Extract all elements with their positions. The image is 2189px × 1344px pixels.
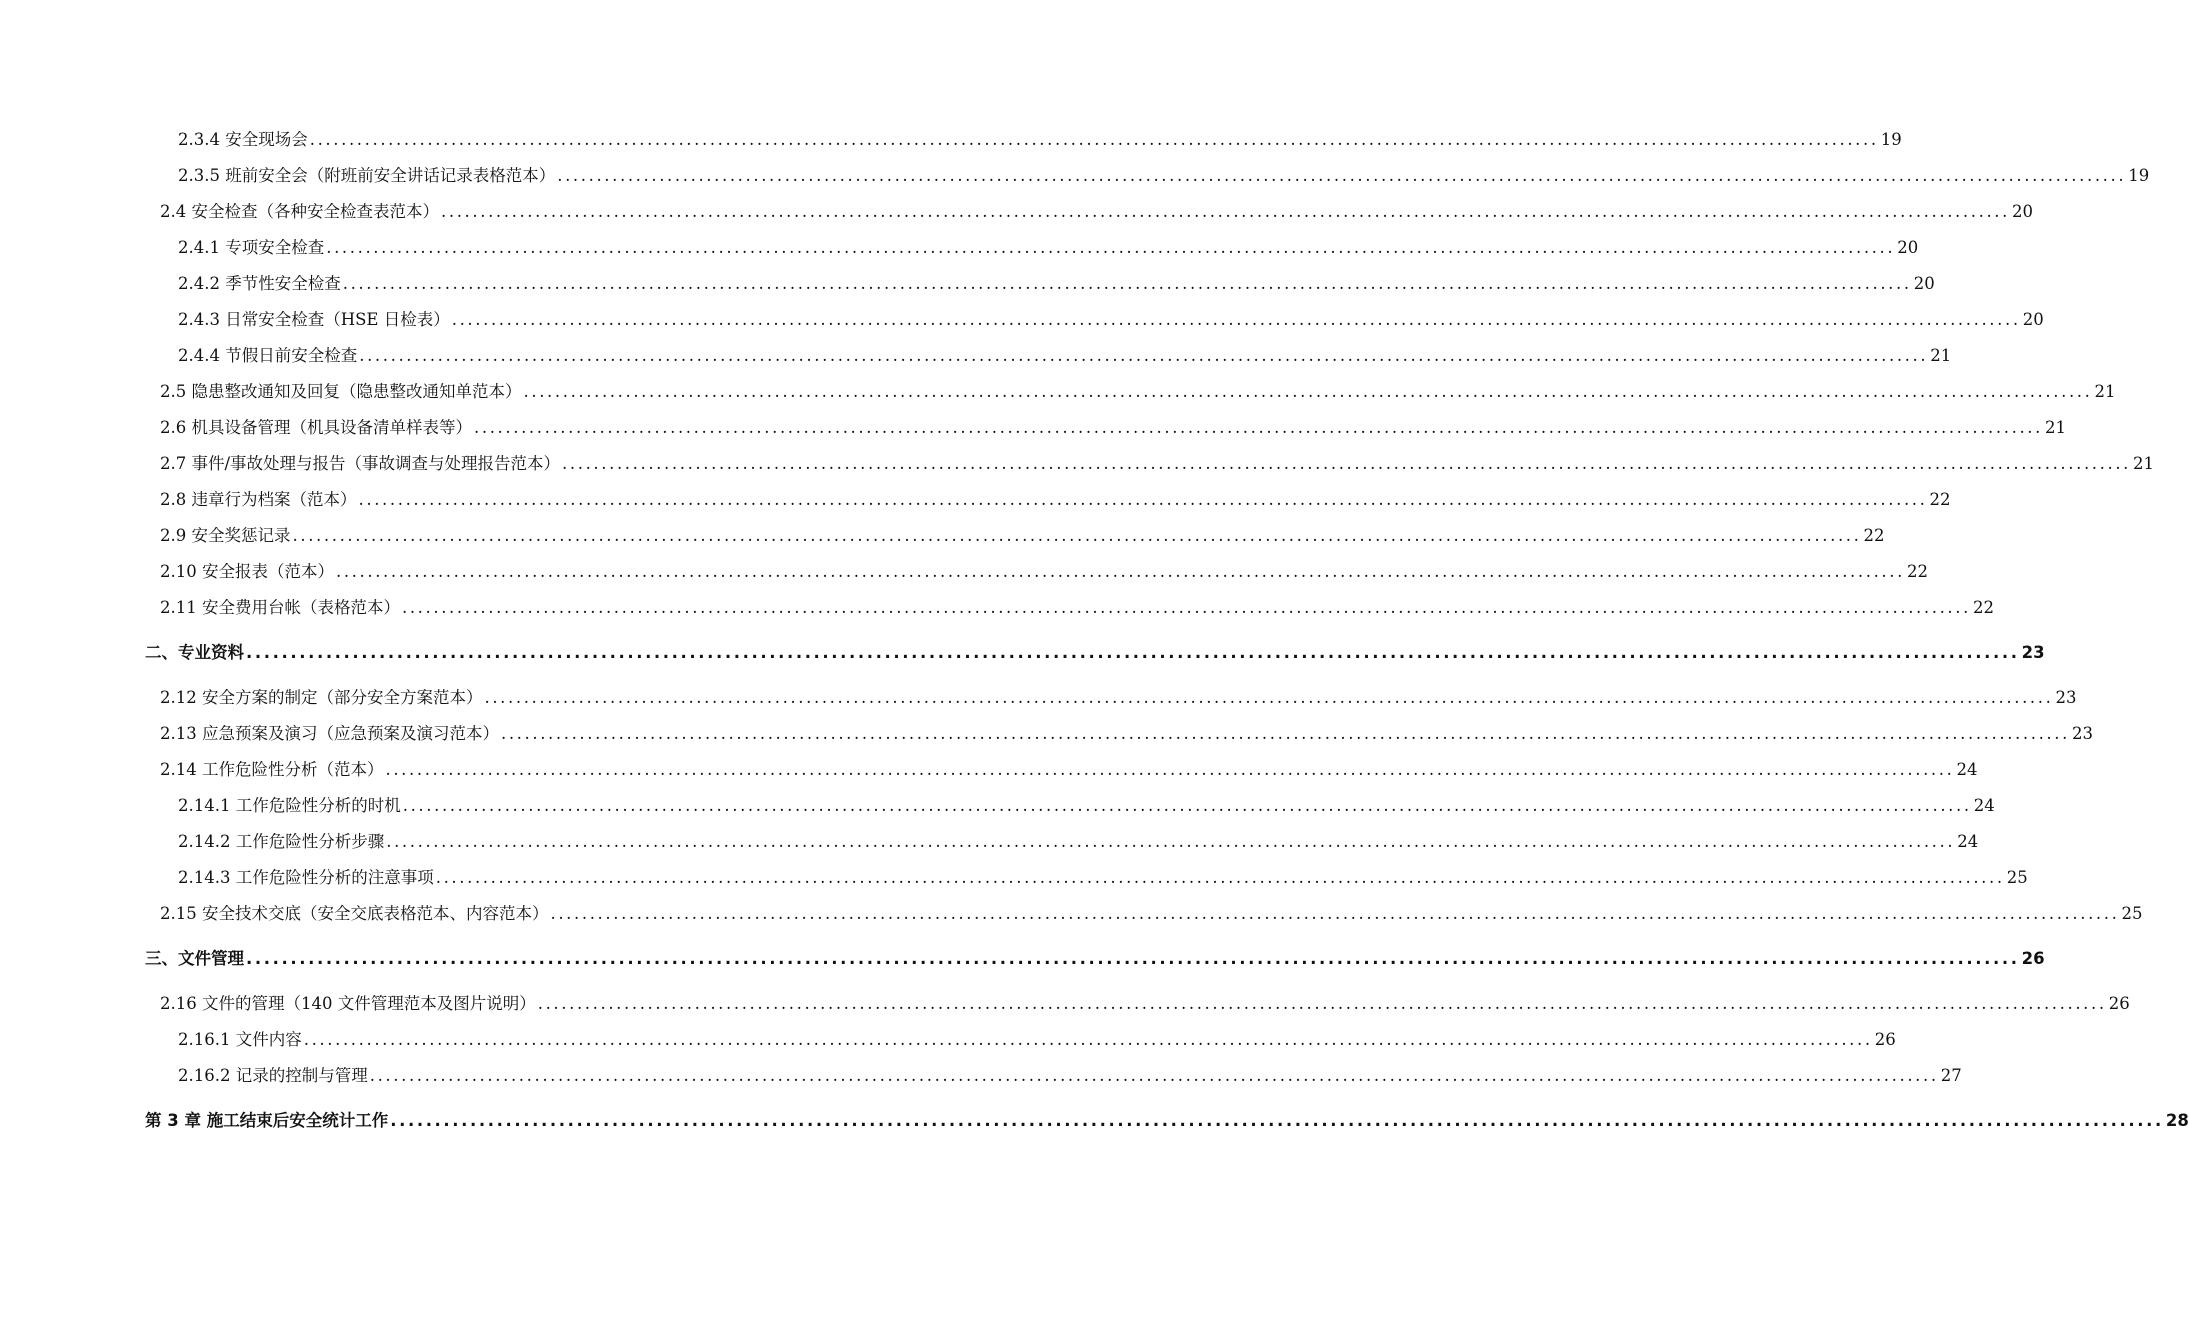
toc-entry[interactable] [160, 198, 2033, 222]
toc-entry-page: 25 [2006, 868, 2028, 887]
toc-entry-page: 28 [2165, 1111, 2189, 1130]
toc-entry-page: 25 [2121, 904, 2143, 923]
toc-leader-dots: ........................................................................................................................................................................................................ [401, 598, 1971, 617]
toc-entry-page: 24 [1956, 760, 1978, 779]
toc-entry[interactable] [178, 1026, 1896, 1050]
toc-section-heading[interactable] [145, 945, 2045, 969]
toc-entry-title: 2.4.4 节假日前安全检查 [178, 346, 358, 365]
toc-leader-dots: ........................................................................................................................................................................................................ [550, 904, 2120, 923]
toc-entry[interactable] [160, 720, 2093, 744]
toc-entry-page: 23 [2071, 724, 2093, 743]
toc-leader-dots: ........................................................................................................................................................................................................ [390, 1111, 2164, 1130]
toc-entry-page: 26 [2021, 949, 2045, 968]
toc-entry-title: 2.14.2 工作危险性分析步骤 [178, 832, 385, 851]
toc-leader-dots: ........................................................................................................................................................................................................ [402, 796, 1972, 815]
toc-entry-title: 2.14.3 工作危险性分析的注意事项 [178, 868, 434, 887]
toc-entry[interactable] [160, 450, 2155, 474]
toc-entry[interactable] [160, 378, 2116, 402]
toc-entry[interactable] [160, 522, 1885, 546]
toc-leader-dots: ........................................................................................................................................................................................................ [369, 1066, 1939, 1085]
toc-entry-title: 2.4.1 专项安全检查 [178, 238, 325, 257]
toc-entry-page: 22 [1863, 526, 1885, 545]
toc-entry[interactable] [160, 756, 1978, 780]
toc-entry-page: 21 [2044, 418, 2066, 437]
toc-leader-dots: ........................................................................................................................................................................................................ [309, 130, 1879, 149]
toc-entry-title: 三、文件管理 [145, 949, 244, 968]
toc-entry-page: 21 [2094, 382, 2116, 401]
toc-leader-dots: ........................................................................................................................................................................................................ [441, 202, 2010, 221]
toc-entry-title: 2.16.2 记录的控制与管理 [178, 1066, 368, 1085]
toc-leader-dots: ........................................................................................................................................................................................................ [451, 310, 2021, 329]
toc-entry-title: 二、专业资料 [145, 643, 244, 662]
toc-entry-title: 2.4 安全检查（各种安全检查表范本） [160, 202, 439, 221]
toc-entry-title: 2.3.4 安全现场会 [178, 130, 308, 149]
toc-chapter-heading[interactable] [145, 1107, 2189, 1131]
toc-entry-title: 2.3.5 班前安全会（附班前安全讲话记录表格范本） [178, 166, 556, 185]
toc-leader-dots: ........................................................................................................................................................................................................ [246, 643, 2020, 662]
toc-leader-dots: ........................................................................................................................................................................................................ [557, 166, 2127, 185]
toc-entry-title: 2.8 违章行为档案（范本） [160, 490, 357, 509]
toc-leader-dots: ........................................................................................................................................................................................................ [474, 418, 2043, 437]
toc-entry[interactable] [160, 594, 1994, 618]
toc-entry-page: 20 [1897, 238, 1919, 257]
toc-entry-title: 2.6 机具设备管理（机具设备清单样表等） [160, 418, 472, 437]
toc-entry-page: 20 [1913, 274, 1935, 293]
toc-entry[interactable] [178, 792, 1995, 816]
toc-entry-title: 第 3 章 施工结束后安全统计工作 [145, 1111, 389, 1130]
toc-entry-page: 21 [1930, 346, 1952, 365]
toc-leader-dots: ........................................................................................................................................................................................................ [386, 832, 1956, 851]
toc-leader-dots: ........................................................................................................................................................................................................ [335, 562, 1905, 581]
toc-leader-dots: ........................................................................................................................................................................................................ [523, 382, 2093, 401]
toc-entry-title: 2.11 安全费用台帐（表格范本） [160, 598, 400, 617]
toc-leader-dots: ........................................................................................................................................................................................................ [537, 994, 2107, 1013]
toc-entry[interactable] [160, 486, 1951, 510]
toc-entry-page: 26 [1874, 1030, 1896, 1049]
toc-entry-title: 2.5 隐患整改通知及回复（隐患整改通知单范本） [160, 382, 522, 401]
toc-entry[interactable] [178, 306, 2044, 330]
toc-leader-dots: ........................................................................................................................................................................................................ [326, 238, 1896, 257]
toc-leader-dots: ........................................................................................................................................................................................................ [246, 949, 2020, 968]
toc-entry-page: 22 [1906, 562, 1928, 581]
toc-entry-page: 22 [1972, 598, 1994, 617]
toc-entry[interactable] [160, 990, 2130, 1014]
toc-entry[interactable] [178, 342, 1952, 366]
toc-entry[interactable] [160, 684, 2077, 708]
toc-leader-dots: ........................................................................................................................................................................................................ [435, 868, 2005, 887]
toc-entry-page: 23 [2021, 643, 2045, 662]
toc-entry-title: 2.14 工作危险性分析（范本） [160, 760, 384, 779]
toc-entry-page: 24 [1957, 832, 1979, 851]
toc-entry[interactable] [160, 414, 2066, 438]
toc-entry-title: 2.4.2 季节性安全检查 [178, 274, 341, 293]
toc-entry-page: 21 [2133, 454, 2155, 473]
toc-entry-title: 2.15 安全技术交底（安全交底表格范本、内容范本） [160, 904, 549, 923]
toc-entry-title: 2.16 文件的管理（140 文件管理范本及图片说明） [160, 994, 536, 1013]
toc-entry-page: 24 [1973, 796, 1995, 815]
toc-entry-page: 23 [2055, 688, 2077, 707]
toc-leader-dots: ........................................................................................................................................................................................................ [500, 724, 2070, 743]
toc-entry[interactable] [160, 900, 2143, 924]
toc-entry[interactable] [178, 126, 1902, 150]
toc-entry[interactable] [178, 828, 1979, 852]
toc-entry-title: 2.12 安全方案的制定（部分安全方案范本） [160, 688, 483, 707]
toc-leader-dots: ........................................................................................................................................................................................................ [303, 1030, 1873, 1049]
toc-leader-dots: ........................................................................................................................................................................................................ [292, 526, 1862, 545]
toc-entry-page: 26 [2108, 994, 2130, 1013]
toc-leader-dots: ........................................................................................................................................................................................................ [562, 454, 2132, 473]
toc-leader-dots: ........................................................................................................................................................................................................ [484, 688, 2054, 707]
toc-leader-dots: ........................................................................................................................................................................................................ [342, 274, 1912, 293]
toc-entry-title: 2.10 安全报表（范本） [160, 562, 334, 581]
toc-entry-title: 2.16.1 文件内容 [178, 1030, 302, 1049]
toc-entry-title: 2.7 事件/事故处理与报告（事故调查与处理报告范本） [160, 454, 561, 473]
toc-entry[interactable] [178, 162, 2150, 186]
toc-leader-dots: ........................................................................................................................................................................................................ [358, 490, 1928, 509]
toc-entry[interactable] [178, 1062, 1962, 1086]
toc-section-heading[interactable] [145, 639, 2045, 663]
toc-entry[interactable] [178, 234, 1919, 258]
toc-entry-page: 20 [2022, 310, 2044, 329]
toc-entry-page: 27 [1940, 1066, 1962, 1085]
toc-entry[interactable] [178, 270, 1935, 294]
toc-entry-title: 2.9 安全奖惩记录 [160, 526, 291, 545]
toc-entry-title: 2.13 应急预案及演习（应急预案及演习范本） [160, 724, 499, 743]
toc-entry-page: 22 [1929, 490, 1951, 509]
toc-entry[interactable] [160, 558, 1928, 582]
toc-leader-dots: ........................................................................................................................................................................................................ [385, 760, 1955, 779]
toc-entry[interactable] [178, 864, 2028, 888]
toc-entry-page: 19 [1880, 130, 1902, 149]
toc-leader-dots: ........................................................................................................................................................................................................ [359, 346, 1929, 365]
toc-entry-title: 2.4.3 日常安全检查（HSE 日检表） [178, 310, 450, 329]
toc-entry-title: 2.14.1 工作危险性分析的时机 [178, 796, 401, 815]
toc-entry-page: 19 [2128, 166, 2150, 185]
toc-entry-page: 20 [2011, 202, 2033, 221]
